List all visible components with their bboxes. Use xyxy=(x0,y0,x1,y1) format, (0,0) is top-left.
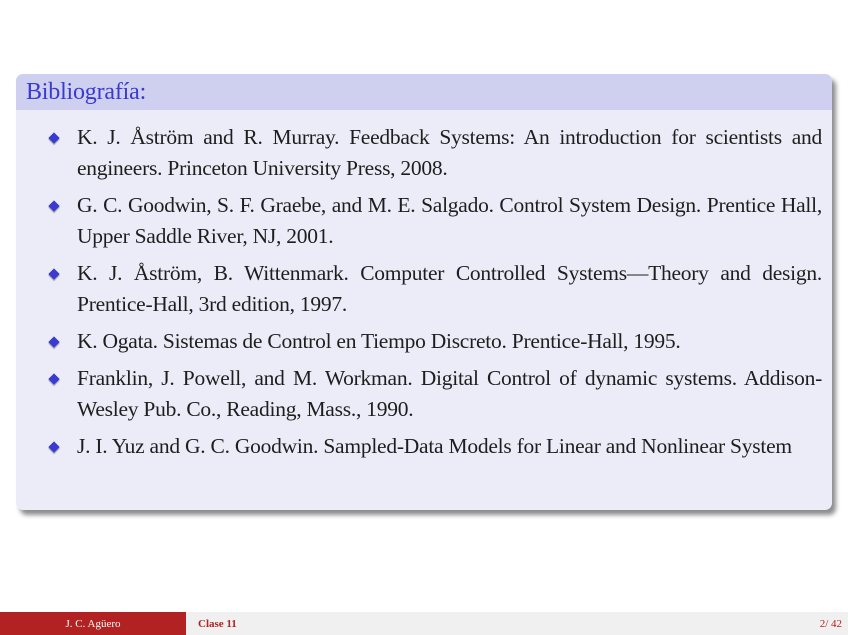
reference-text: Franklin, J. Powell, and M. Workman. Digital Control of dynamic systems. Addison-Wesley Pub. Co., Reading, Mass., 1990. xyxy=(77,366,822,421)
reference-text: K. Ogata. Sistemas de Control en Tiempo Discreto. Prentice-Hall, 1995. xyxy=(77,329,681,353)
diamond-bullet-icon xyxy=(48,336,59,347)
reference-item xyxy=(16,363,822,425)
page-number: 2/ 42 xyxy=(820,612,848,635)
reference-text: K. J. Åström and R. Murray. Feedback Systems: An introduction for scientists and engineers. Princeton University Press, 2008. xyxy=(77,125,822,180)
reference-item xyxy=(16,122,822,184)
bibliography-block xyxy=(16,74,832,510)
diamond-bullet-icon xyxy=(48,268,59,279)
diamond-bullet-icon xyxy=(48,373,59,384)
diamond-bullet-icon xyxy=(48,200,59,211)
reference-item xyxy=(16,190,822,252)
block-title: Bibliografía: xyxy=(16,74,832,110)
reference-item xyxy=(16,258,822,320)
reference-item xyxy=(16,326,822,357)
reference-text: J. I. Yuz and G. C. Goodwin. Sampled-Data Models for Linear and Nonlinear System xyxy=(77,434,792,458)
reference-text: G. C. Goodwin, S. F. Graebe, and M. E. Salgado. Control System Design. Prentice Hall, Upper Saddle River, NJ, 2001. xyxy=(77,193,822,248)
reference-item xyxy=(16,431,822,462)
diamond-bullet-icon xyxy=(48,441,59,452)
footer xyxy=(0,612,848,635)
diamond-bullet-icon xyxy=(48,132,59,143)
footer-author: J. C. Agüero xyxy=(0,612,186,635)
footer-title: Clase 11 xyxy=(186,612,820,635)
reference-text: K. J. Åström, B. Wittenmark. Computer Controlled Systems—Theory and design. Prentice-Hall, 3rd edition, 1997. xyxy=(77,261,822,316)
reference-list xyxy=(16,110,832,462)
